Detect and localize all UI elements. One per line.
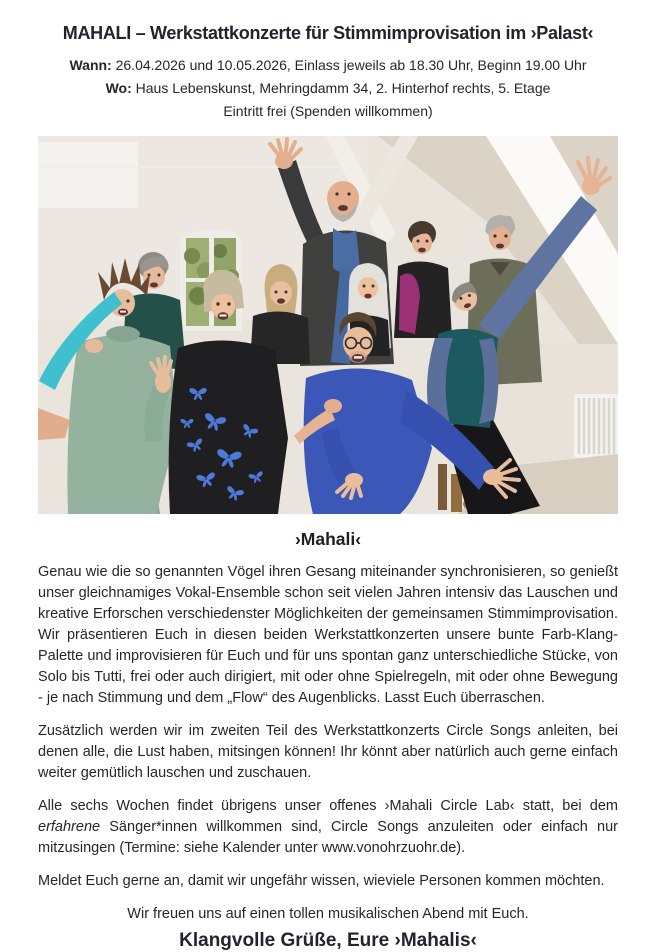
where-value: Haus Lebenskunst, Mehringdamm 34, 2. Hinterhof rechts, 5. Etage: [131, 80, 551, 96]
when-value: 26.04.2026 und 10.05.2026, Einlass jeweils ab 18.30 Uhr, Beginn 19.00 Uhr: [111, 57, 587, 73]
paragraph-circle-lab-italic: erfahrene: [38, 819, 101, 835]
section-heading: ›Mahali‹: [294, 529, 362, 549]
when-label: Wann:: [69, 57, 112, 73]
radiator: [574, 394, 618, 458]
paragraph-circle-songs: Zusätzlich werden wir im zweiten Teil des Werkstattkonzerts Circle Songs anleiten, bei denen alle, die Lust haben, mitsingen können! Ihr könnt aber natürlich auch gerne einfach weiter gemütlich lauschen und zuschauen.: [38, 723, 618, 781]
event-info: [38, 54, 618, 123]
where-label: Wo:: [105, 80, 132, 96]
paragraph-registration: Meldet Euch gerne an, damit wir ungefähr wissen, wieviele Personen kommen möchten.: [38, 873, 605, 889]
group-photo: [38, 136, 618, 514]
event-when: [38, 54, 618, 77]
event-admission: Eintritt frei (Spenden willkommen): [223, 103, 433, 119]
paragraph-intro: Genau wie die so genannten Vögel ihren Gesang miteinander synchronisieren, so genießt unser gleichnamiges Vokal-Ensemble schon seit vielen Jahren intensiv das Lauschen und kreative Erforschen verschiedenster Möglichkeiten der gemeinsamen Stimmimprovisation. Wir präsentieren Euch in diesen beiden Werkstattkonzerten unsere bunte Farb-Klang-Palette und improvisieren für Euch und für uns spontan ganz unterschiedliche Stücke, von Solo bis Tutti, frei oder auch dirigiert, mit oder ohne Spielregeln, mit oder ohne Bewegung - je nach Stimmung und dem „Flow“ des Augenblicks. Lasst Euch überraschen.: [38, 564, 618, 706]
paragraph-circle-lab: [38, 796, 618, 859]
paragraph-circle-lab-end: Sänger*innen willkommen sind, Circle Songs anzuleiten oder einfach nur mitzusingen (Termine: siehe Kalender unter www.vonohrzuohr.de).: [38, 819, 618, 856]
closing-line: Wir freuen uns auf einen tollen musikalischen Abend mit Euch.: [127, 906, 529, 922]
signature-line: Klangvolle Grüße, Eure ›Mahalis‹: [179, 930, 477, 951]
event-where: [38, 77, 618, 100]
paragraph-circle-lab-start: Alle sechs Wochen findet übrigens unser offenes ›Mahali Circle Lab‹ statt, bei dem: [38, 798, 618, 814]
page-title: MAHALI – Werkstattkonzerte für Stimmimprovisation im ›Palast‹: [62, 23, 594, 43]
